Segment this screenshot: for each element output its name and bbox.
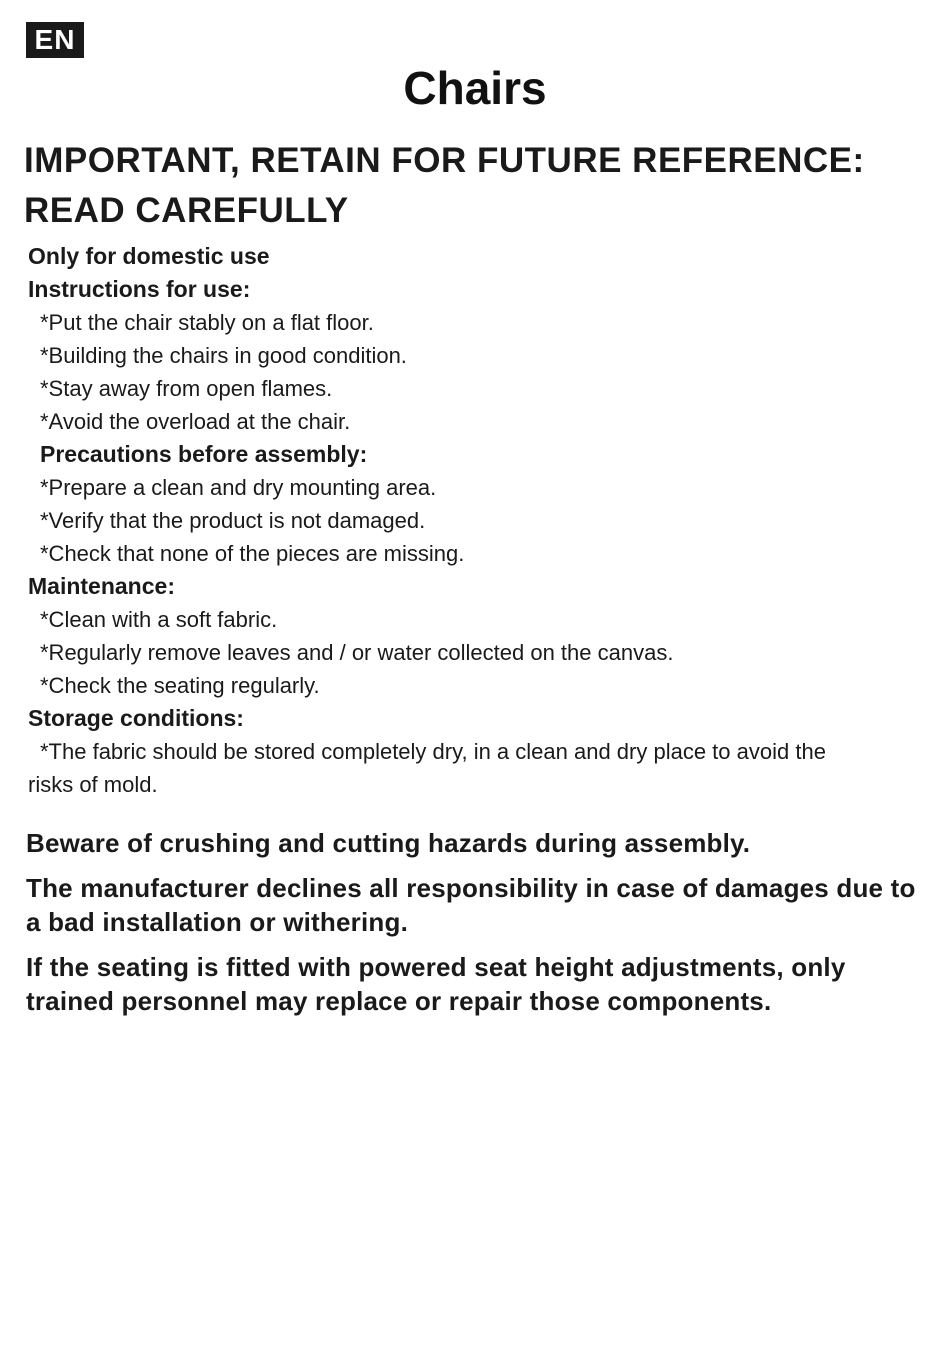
- warning-crushing: Beware of crushing and cutting hazards during assembly.: [26, 828, 751, 858]
- instruction-item: *Stay away from open flames.: [40, 376, 333, 401]
- important-notice: [24, 136, 924, 236]
- instructions-body: [28, 240, 928, 801]
- maintenance-heading: Maintenance:: [28, 573, 175, 599]
- storage-item-line-1: *The fabric should be stored completely dry, in a clean and dry place to avoid the: [40, 739, 826, 764]
- domestic-use-note: Only for domestic use: [28, 243, 270, 269]
- precaution-item: *Check that none of the pieces are missing.: [40, 541, 465, 566]
- important-notice-line-2: READ CAREFULLY: [24, 191, 349, 230]
- precautions-heading: Precautions before assembly:: [40, 441, 368, 467]
- precaution-item: *Prepare a clean and dry mounting area.: [40, 475, 437, 500]
- maintenance-item: *Clean with a soft fabric.: [40, 607, 278, 632]
- warnings-section: [26, 826, 926, 1029]
- instruction-item: *Building the chairs in good condition.: [40, 343, 407, 368]
- important-notice-line-1: IMPORTANT, RETAIN FOR FUTURE REFERENCE:: [24, 141, 865, 180]
- instructions-heading: Instructions for use:: [28, 276, 251, 302]
- instruction-item: *Put the chair stably on a flat floor.: [40, 310, 374, 335]
- warning-liability: The manufacturer declines all responsibility in case of damages due to a bad installation or withering.: [26, 873, 916, 937]
- storage-item-line-2: risks of mold.: [28, 772, 158, 797]
- language-badge: EN: [26, 22, 84, 58]
- page-title: Chairs: [403, 62, 547, 114]
- instruction-item: *Avoid the overload at the chair.: [40, 409, 351, 434]
- storage-heading: Storage conditions:: [28, 705, 244, 731]
- warning-powered-adjustments: If the seating is fitted with powered seat height adjustments, only trained personnel may replace or repair those components.: [26, 952, 846, 1016]
- precaution-item: *Verify that the product is not damaged.: [40, 508, 426, 533]
- maintenance-item: *Regularly remove leaves and / or water collected on the canvas.: [40, 640, 674, 665]
- maintenance-item: *Check the seating regularly.: [40, 673, 320, 698]
